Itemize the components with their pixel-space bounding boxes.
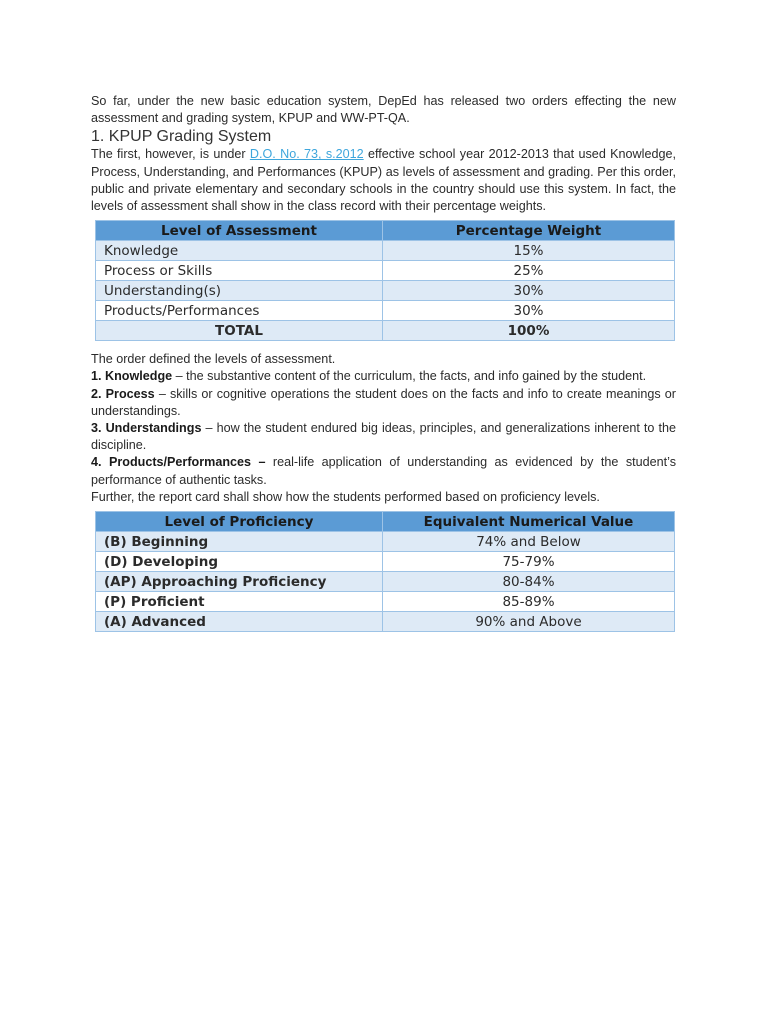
intro-paragraph: So far, under the new basic education system, DepEd has released two orders effecting the new assessment and grading system, KPUP and WW-PT-QA.: [91, 94, 676, 126]
table-row: [96, 261, 675, 281]
definition-term: 4. Products/Performances –: [91, 455, 266, 470]
column-header: Level of Proficiency: [96, 512, 383, 532]
proficiency-cell: (D) Developing: [96, 552, 383, 572]
kpup-text-before: The first, however, is under: [91, 147, 250, 162]
value-cell: 90% and Above: [383, 612, 675, 632]
level-cell: Knowledge: [96, 241, 383, 261]
document-page: [91, 93, 676, 632]
table-row: [96, 532, 675, 552]
level-cell: Process or Skills: [96, 261, 383, 281]
total-row: [96, 321, 675, 341]
weight-cell: 25%: [383, 261, 675, 281]
proficiency-cell: (P) Proficient: [96, 592, 383, 612]
table-row: [96, 301, 675, 321]
definition-text: real-life application of understanding as evidenced by the student’s performance of authentic tasks.: [91, 455, 676, 487]
table-row: [96, 281, 675, 301]
value-cell: 74% and Below: [383, 532, 675, 552]
table-row: [96, 592, 675, 612]
order-intro: The order defined the levels of assessment.: [91, 352, 336, 367]
weight-cell: 15%: [383, 241, 675, 261]
weight-cell: 30%: [383, 281, 675, 301]
definition-text: – skills or cognitive operations the student does on the facts and info to create meanings or understandings.: [91, 386, 676, 418]
weight-cell: 30%: [383, 301, 675, 321]
definition-item: [91, 420, 676, 454]
definition-text: – how the student endured big ideas, principles, and generalizations inherent to the discipline.: [91, 421, 676, 453]
definition-term: 2. Process: [91, 386, 155, 401]
kpup-paragraph: [91, 146, 676, 215]
column-header: Percentage Weight: [383, 221, 675, 241]
table-header-row: [96, 512, 675, 532]
level-cell: Products/Performances: [96, 301, 383, 321]
table-row: [96, 612, 675, 632]
proficiency-table: [95, 511, 675, 632]
definition-text: – the substantive content of the curriculum, the facts, and info gained by the student.: [172, 369, 647, 384]
proficiency-cell: (B) Beginning: [96, 532, 383, 552]
value-cell: 85-89%: [383, 592, 675, 612]
table-header-row: [96, 221, 675, 241]
definition-item: [91, 454, 676, 488]
value-cell: 75-79%: [383, 552, 675, 572]
value-cell: 80-84%: [383, 572, 675, 592]
definition-item: [91, 368, 676, 385]
table-row: [96, 552, 675, 572]
proficiency-cell: (AP) Approaching Proficiency: [96, 572, 383, 592]
column-header: Equivalent Numerical Value: [383, 512, 675, 532]
total-label-cell: TOTAL: [96, 321, 383, 341]
definition-item: [91, 386, 676, 420]
deped-order-link[interactable]: D.O. No. 73, s.2012: [249, 147, 364, 162]
kpup-text-after: effective school year 2012-2013 that used Knowledge, Process, Understanding, and Performances (KPUP) as levels of assessment and grading. Per this order, public and private elementary and secondary schools in the country should use this system. In fact, the levels of assessment shall show in the class record with their percentage weights.: [91, 147, 676, 214]
table-row: [96, 241, 675, 261]
table-row: [96, 572, 675, 592]
assessment-weights-table: [95, 220, 675, 341]
proficiency-cell: (A) Advanced: [96, 612, 383, 632]
definition-term: 1. Knowledge: [91, 369, 173, 384]
section-heading: 1. KPUP Grading System: [91, 128, 272, 146]
total-value-cell: 100%: [383, 321, 675, 341]
level-cell: Understanding(s): [96, 281, 383, 301]
definition-term: 3. Understandings: [91, 421, 202, 436]
column-header: Level of Assessment: [96, 221, 383, 241]
further-paragraph: Further, the report card shall show how the students performed based on proficiency levels.: [91, 489, 600, 504]
